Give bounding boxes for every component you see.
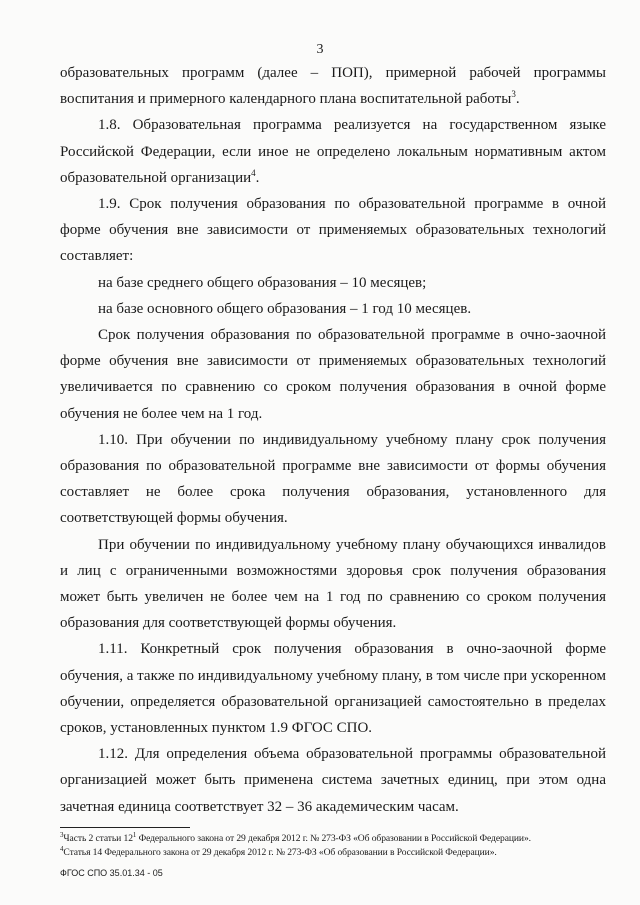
footnote-ref: 4 [251, 167, 256, 178]
paragraph-continuation: образовательных программ (далее – ПОП), примерной рабочей программы воспитания и примерного календарного плана воспитательной работы$^3$. [60, 65, 606, 108]
clause-1-9: 1.9. Срок получения образования по образовательной программе в очной форме обучения вне зависимости от применяемых образовательных технологий составляет: [60, 196, 606, 265]
clause-1-9-item-basic: на базе основного общего образования – 1 год 10 месяцев. [98, 300, 472, 317]
clause-1-11: 1.11. Конкретный срок получения образования в очно-заочной форме обучения, а также по индивидуальному учебному плану, в том числе при ускоренном обучении, определяется образовательной организацией самостоятельно в пределах сроков, установленных пунктом 1.9 ФГОС СПО. [60, 641, 606, 737]
clause-1-8: 1.8. Образовательная программа реализуется на государственном языке Российской Федерации, если иное не определено локальным нормативным актом образовательной организации$^4$. [60, 117, 606, 186]
footnote-ref: 3 [511, 89, 516, 100]
footnote-3: $^3$Часть 2 статьи $12^1$ Федерального закона от 29 декабря 2012 г. № 273-ФЗ «Об образовании в Российской Федерации». [60, 830, 531, 844]
document-code: ФГОС СПО 35.01.34 - 05 [60, 868, 163, 878]
clause-1-12: 1.12. Для определения объема образовательной программы образовательной организацией может быть применена система зачетных единиц, при этом одна зачетная единица соответствует 32 – 36 академическим часам. [60, 746, 606, 815]
clause-1-9-part-time: Срок получения образования по образовательной программе в очно-заочной форме обучения вне зависимости от применяемых образовательных технологий увеличивается по сравнению со сроком получения образования в очной форме обучения не более чем на 1 год. [60, 327, 606, 422]
clause-1-9-item-secondary: на базе среднего общего образования – 10 месяцев; [98, 274, 427, 291]
footnote-mark: 3 [60, 830, 64, 839]
footnote-4: $^4$Статья 14 Федерального закона от 29 декабря 2012 г. № 273-ФЗ «Об образовании в Российской Федерации». [60, 844, 497, 858]
document-body [60, 60, 606, 820]
footnote-divider [60, 827, 190, 828]
clause-1-10: 1.10. При обучении по индивидуальному учебному плану срок получения образования по образовательной программе вне зависимости от формы обучения составляет не более срока получения образования, установленного для соответствующей формы обучения. [60, 431, 606, 527]
footnotes [60, 832, 610, 860]
page-number: 3 [316, 42, 324, 57]
footnote-inner-sup: 1 [132, 830, 137, 839]
clause-1-10-disabled: При обучении по индивидуальному учебному плану обучающихся инвалидов и лиц с ограниченными возможностями здоровья срок получения образования может быть увеличен не более чем на 1 год по сравнению со сроком получения образования для соответствующей формы обучения. [60, 536, 606, 632]
footnote-mark: 4 [60, 844, 64, 853]
